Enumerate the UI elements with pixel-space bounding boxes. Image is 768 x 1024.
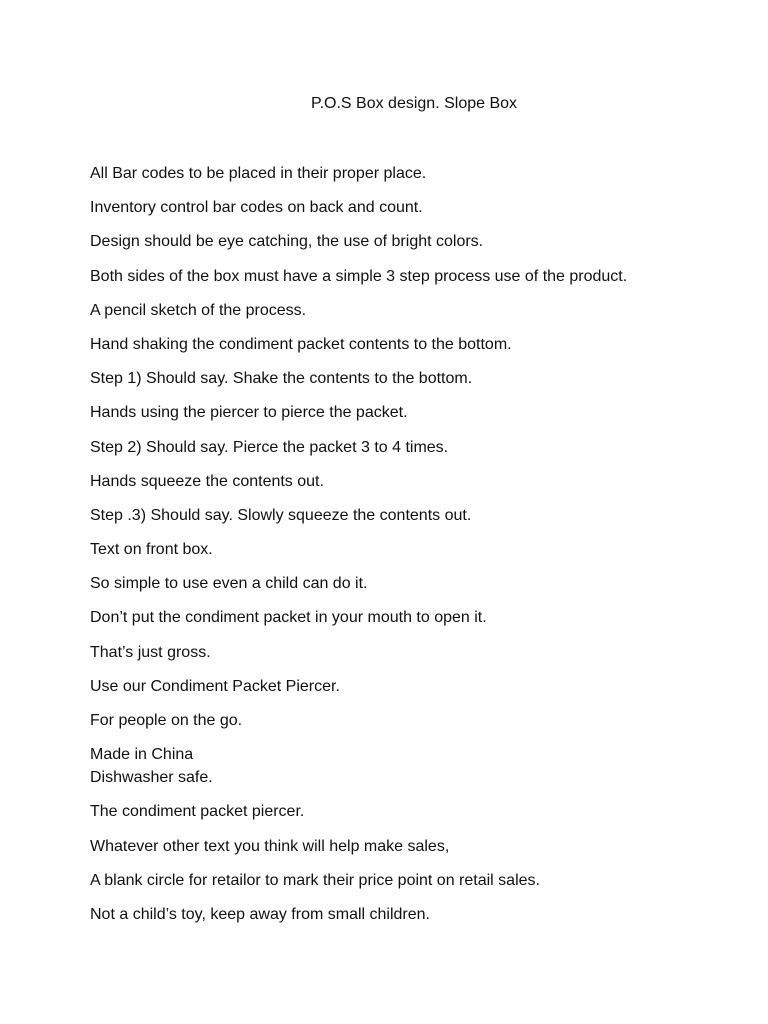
document-body	[90, 164, 730, 939]
text-line: Hands squeeze the contents out.	[90, 472, 324, 490]
text-line: Design should be eye catching, the use of bright colors.	[90, 233, 484, 251]
text-line: Dishwasher safe.	[90, 769, 213, 787]
text-line: Hand shaking the condiment packet contents to the bottom.	[90, 335, 512, 353]
text-line: Inventory control bar codes on back and count.	[90, 199, 423, 217]
text-line: The condiment packet piercer.	[90, 803, 305, 821]
text-line: Made in China	[90, 746, 194, 764]
text-line: Don’t put the condiment packet in your mouth to open it.	[90, 609, 487, 627]
text-line: All Bar codes to be placed in their proper place.	[90, 165, 427, 182]
text-line: Use our Condiment Packet Piercer.	[90, 677, 340, 695]
text-line: So simple to use even a child can do it.	[90, 575, 368, 593]
text-line: Whatever other text you think will help make sales,	[90, 837, 450, 855]
text-line: Text on front box.	[90, 541, 213, 559]
text-line: For people on the go.	[90, 712, 243, 729]
text-line: That’s just gross.	[90, 643, 211, 661]
text-line: Step 2) Should say. Pierce the packet 3 to 4 times.	[90, 438, 449, 456]
text-line: Step 1) Should say. Shake the contents to the bottom.	[90, 370, 473, 388]
document-title: P.O.S Box design. Slope Box	[310, 95, 518, 112]
text-line: Step .3) Should say. Slowly squeeze the contents out.	[90, 506, 472, 524]
text-line: Both sides of the box must have a simple 3 step process use of the product.	[90, 267, 628, 285]
text-line: A pencil sketch of the process.	[90, 301, 307, 319]
text-line: Not a child’s toy, keep away from small children.	[90, 905, 430, 923]
text-line: A blank circle for retailor to mark their price point on retail sales.	[90, 871, 540, 889]
text-line: Hands using the piercer to pierce the packet.	[90, 404, 408, 422]
